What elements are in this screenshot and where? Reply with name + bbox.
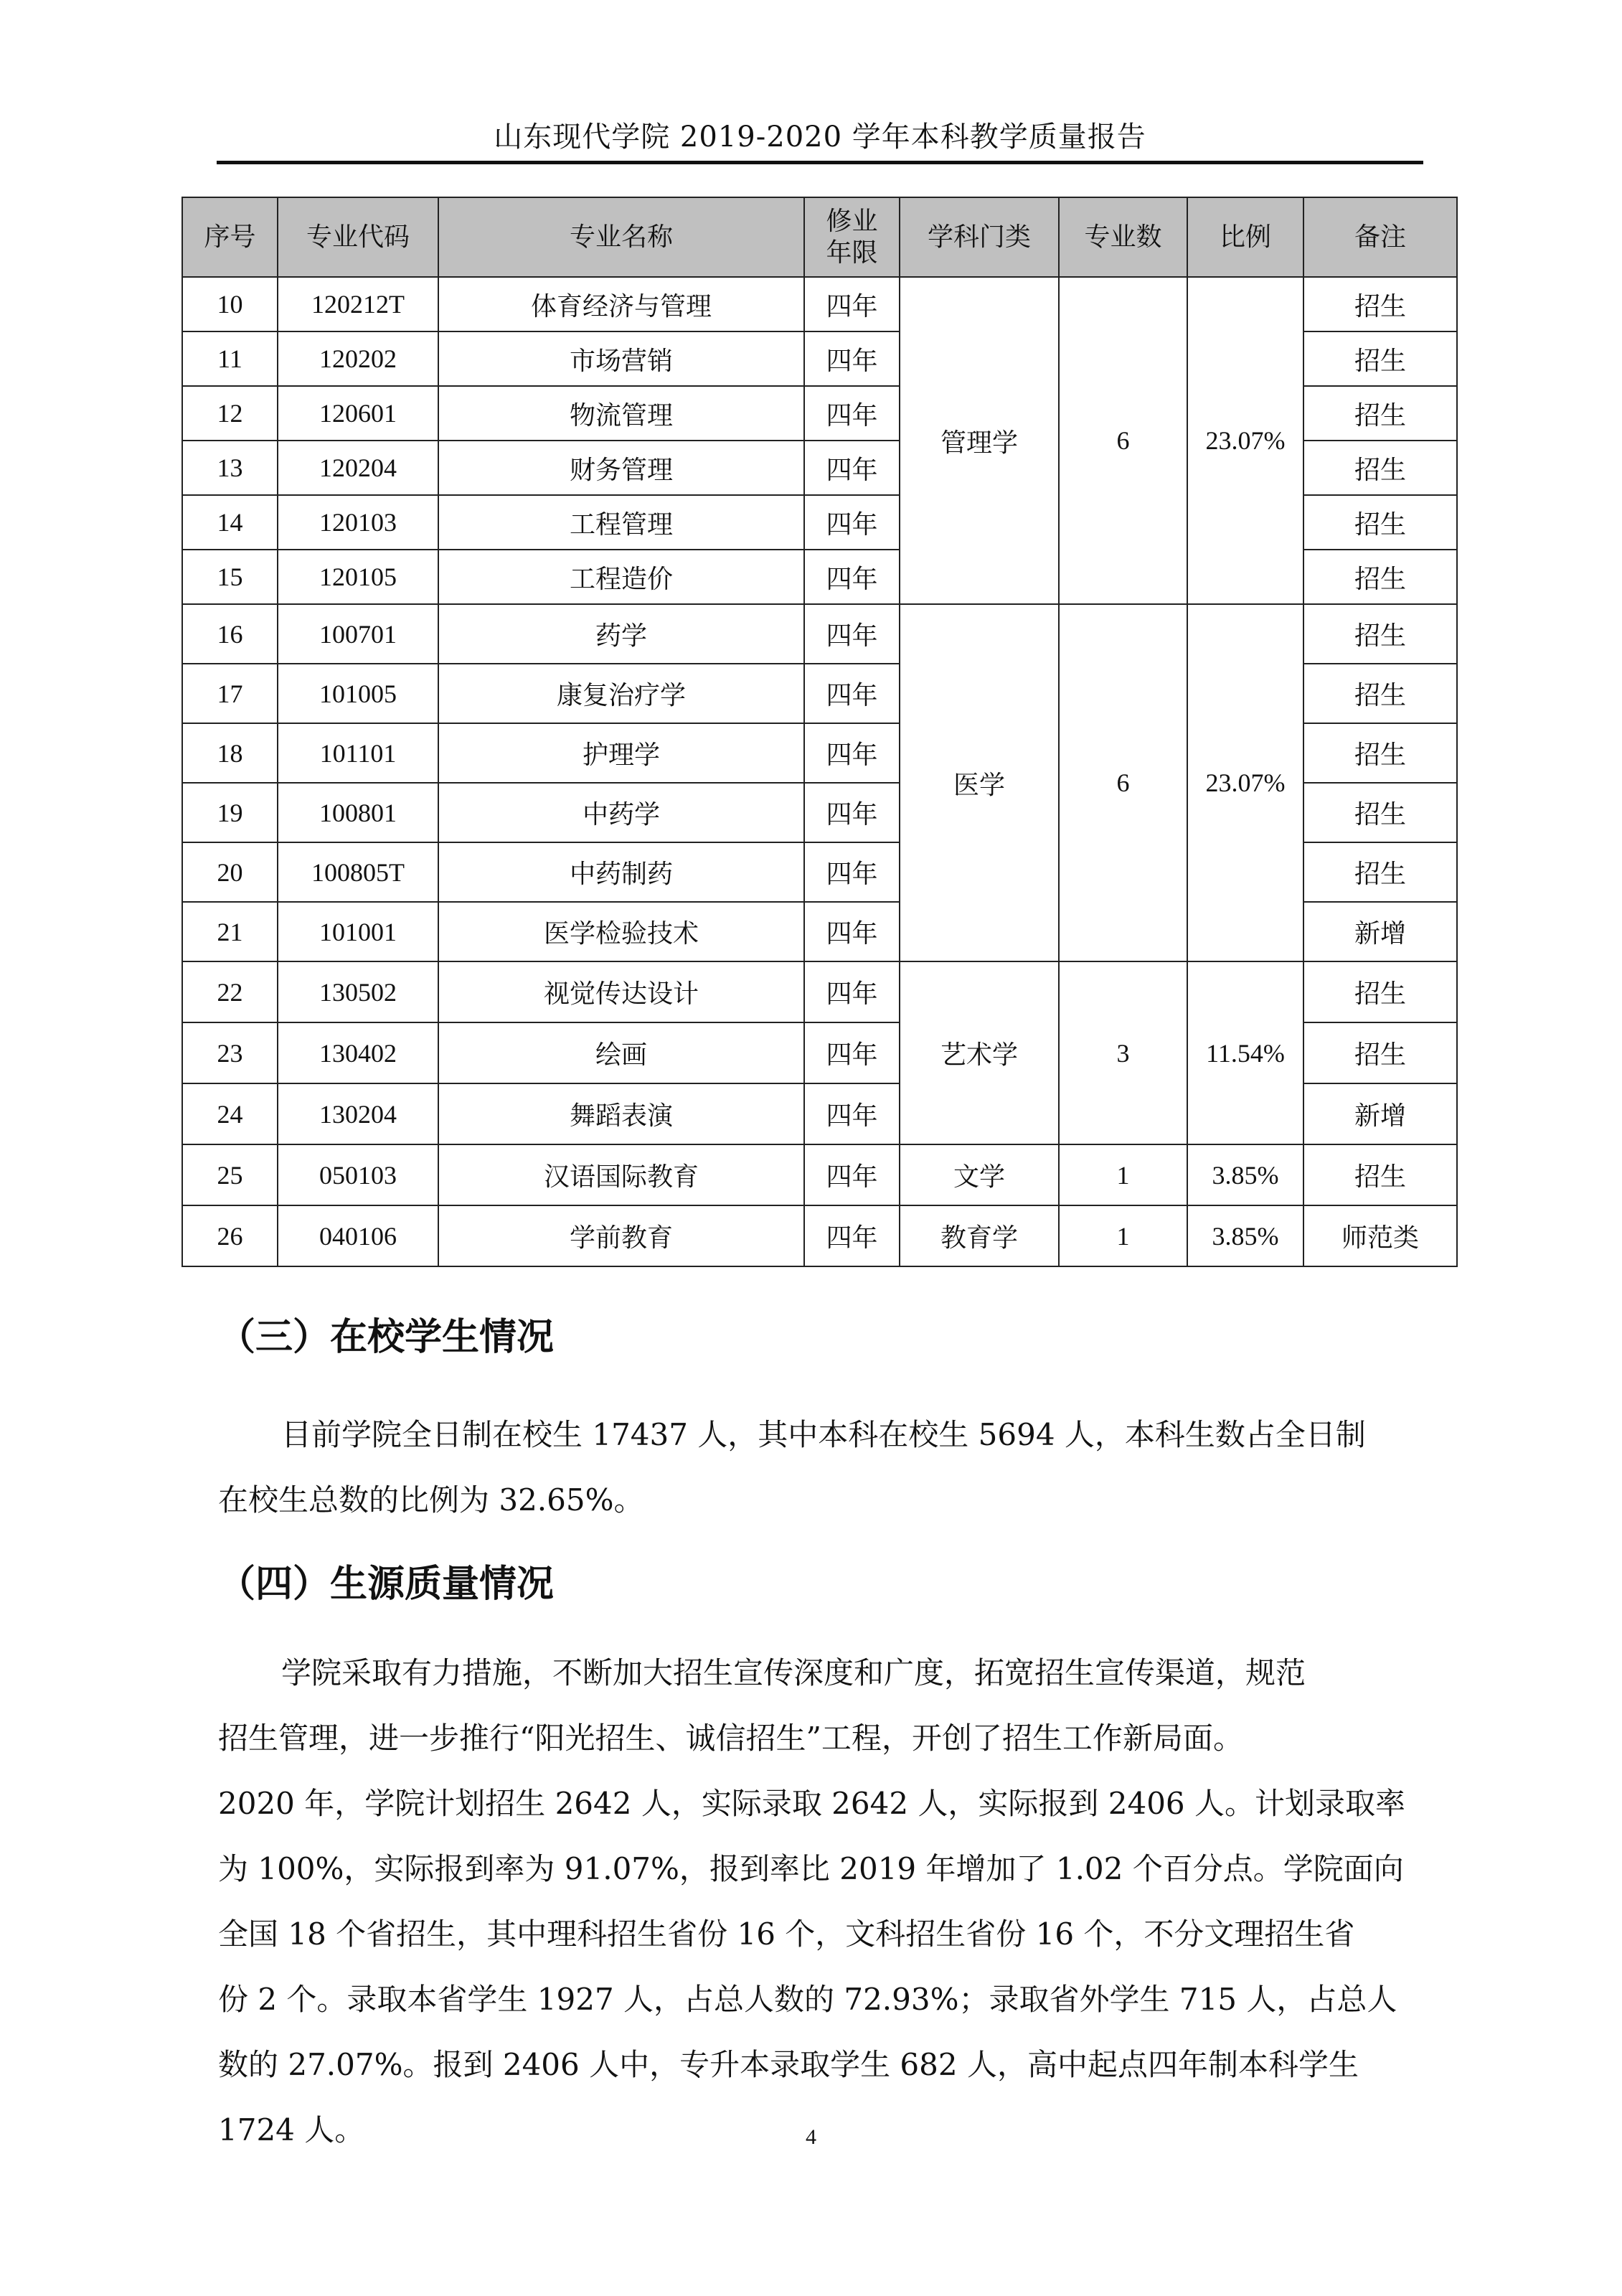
col-header-discipline: 学科门类	[900, 197, 1059, 277]
cell-no: 16	[182, 604, 278, 664]
cell-no: 22	[182, 961, 278, 1022]
table-body	[182, 277, 1457, 1266]
paragraph-line: 数的 27.07%。报到 2406 人中，专升本录取学生 682 人，高中起点四年制本科学生	[218, 2047, 1359, 2082]
cell-no: 24	[182, 1083, 278, 1144]
cell-note: 招生	[1303, 441, 1457, 495]
cell-count: 1	[1059, 1144, 1187, 1205]
cell-years: 四年	[804, 1205, 900, 1266]
cell-name: 中药学	[438, 783, 804, 842]
cell-note: 招生	[1303, 331, 1457, 386]
cell-years: 四年	[804, 1022, 900, 1083]
cell-no: 10	[182, 277, 278, 331]
cell-years: 四年	[804, 550, 900, 604]
cell-name: 工程管理	[438, 495, 804, 550]
paragraph-line: 全国 18 个省招生，其中理科招生省份 16 个，文科招生省份 16 个，不分文理招生省	[218, 1916, 1355, 1952]
table-row	[182, 604, 1457, 664]
cell-code: 100801	[278, 783, 438, 842]
cell-years: 四年	[804, 277, 900, 331]
cell-no: 20	[182, 842, 278, 902]
cell-count: 3	[1059, 961, 1187, 1144]
cell-name: 药学	[438, 604, 804, 664]
cell-years: 四年	[804, 441, 900, 495]
paragraph-line: 学院采取有力措施，不断加大招生宣传深度和广度，拓宽招生宣传渠道，规范	[281, 1655, 1306, 1690]
col-header-code: 专业代码	[278, 197, 438, 277]
col-header-name: 专业名称	[438, 197, 804, 277]
cell-note: 招生	[1303, 664, 1457, 723]
cell-no: 13	[182, 441, 278, 495]
cell-note: 招生	[1303, 842, 1457, 902]
cell-note: 招生	[1303, 386, 1457, 441]
cell-note: 招生	[1303, 277, 1457, 331]
cell-note: 新增	[1303, 1083, 1457, 1144]
cell-code: 101005	[278, 664, 438, 723]
cell-no: 12	[182, 386, 278, 441]
cell-years: 四年	[804, 386, 900, 441]
cell-no: 23	[182, 1022, 278, 1083]
table-row	[182, 1205, 1457, 1266]
cell-code: 120601	[278, 386, 438, 441]
paragraph-line: 为 100%，实际报到率为 91.07%，报到率比 2019 年增加了 1.02 个百分点。学院面向	[218, 1851, 1404, 1886]
cell-name: 财务管理	[438, 441, 804, 495]
cell-code: 120204	[278, 441, 438, 495]
cell-discipline: 艺术学	[900, 961, 1059, 1144]
cell-note: 招生	[1303, 1144, 1457, 1205]
col-header-years-line2: 年限	[826, 237, 878, 268]
cell-no: 11	[182, 331, 278, 386]
cell-years: 四年	[804, 783, 900, 842]
cell-years: 四年	[804, 495, 900, 550]
page-number: 4	[806, 2125, 816, 2149]
table-header-row	[182, 197, 1457, 277]
cell-years: 四年	[804, 902, 900, 961]
paragraph-enrollment	[218, 1640, 1459, 2163]
cell-name: 中药制药	[438, 842, 804, 902]
paragraph-students	[218, 1402, 1459, 1533]
section-heading-students: （三）在校学生情况	[218, 1316, 555, 1359]
cell-code: 050103	[278, 1144, 438, 1205]
cell-name: 绘画	[438, 1022, 804, 1083]
paragraph-line: 2020 年，学院计划招生 2642 人，实际录取 2642 人，实际报到 2406 人。计划录取率	[218, 1786, 1406, 1821]
cell-note: 招生	[1303, 1022, 1457, 1083]
header-rule	[217, 161, 1423, 164]
col-header-count: 专业数	[1059, 197, 1187, 277]
cell-name: 视觉传达设计	[438, 961, 804, 1022]
cell-code: 120202	[278, 331, 438, 386]
col-header-no: 序号	[182, 197, 278, 277]
cell-name: 市场营销	[438, 331, 804, 386]
cell-years: 四年	[804, 1144, 900, 1205]
cell-name: 学前教育	[438, 1205, 804, 1266]
paragraph-line: 1724 人。	[218, 2112, 365, 2147]
cell-ratio: 3.85%	[1187, 1205, 1303, 1266]
cell-count: 6	[1059, 604, 1187, 961]
cell-name: 工程造价	[438, 550, 804, 604]
cell-code: 120105	[278, 550, 438, 604]
cell-name: 康复治疗学	[438, 664, 804, 723]
cell-discipline: 教育学	[900, 1205, 1059, 1266]
cell-note: 招生	[1303, 961, 1457, 1022]
cell-name: 汉语国际教育	[438, 1144, 804, 1205]
cell-code: 100701	[278, 604, 438, 664]
cell-no: 14	[182, 495, 278, 550]
section-heading-enrollment: （四）生源质量情况	[218, 1563, 555, 1606]
cell-ratio: 3.85%	[1187, 1144, 1303, 1205]
cell-years: 四年	[804, 723, 900, 783]
paragraph-line: 招生管理，进一步推行“阳光招生、诚信招生”工程，开创了招生工作新局面。	[218, 1721, 1243, 1756]
cell-name: 舞蹈表演	[438, 1083, 804, 1144]
paragraph-line: 在校生总数的比例为 32.65%。	[218, 1482, 644, 1518]
cell-name: 护理学	[438, 723, 804, 783]
cell-code: 100805T	[278, 842, 438, 902]
cell-no: 19	[182, 783, 278, 842]
cell-discipline: 管理学	[900, 277, 1059, 604]
cell-code: 130402	[278, 1022, 438, 1083]
cell-ratio: 23.07%	[1187, 277, 1303, 604]
cell-years: 四年	[804, 961, 900, 1022]
cell-ratio: 23.07%	[1187, 604, 1303, 961]
cell-note: 招生	[1303, 723, 1457, 783]
page-header-title: 山东现代学院 2019-2020 学年本科教学质量报告	[494, 121, 1146, 154]
cell-code: 120103	[278, 495, 438, 550]
table-row	[182, 961, 1457, 1022]
cell-note: 招生	[1303, 550, 1457, 604]
col-header-ratio: 比例	[1187, 197, 1303, 277]
col-header-years-line1: 修业	[826, 206, 878, 236]
cell-name: 物流管理	[438, 386, 804, 441]
cell-count: 6	[1059, 277, 1187, 604]
cell-count: 1	[1059, 1205, 1187, 1266]
col-header-note: 备注	[1303, 197, 1457, 277]
cell-no: 17	[182, 664, 278, 723]
cell-name: 体育经济与管理	[438, 277, 804, 331]
table-row	[182, 277, 1457, 331]
cell-code: 130502	[278, 961, 438, 1022]
cell-years: 四年	[804, 331, 900, 386]
cell-code: 040106	[278, 1205, 438, 1266]
cell-discipline: 文学	[900, 1144, 1059, 1205]
paragraph-line: 份 2 个。录取本省学生 1927 人，占总人数的 72.93%；录取省外学生 715 人，占总人	[218, 1982, 1397, 2017]
cell-no: 18	[182, 723, 278, 783]
cell-years: 四年	[804, 842, 900, 902]
cell-note: 招生	[1303, 604, 1457, 664]
cell-note: 招生	[1303, 783, 1457, 842]
cell-ratio: 11.54%	[1187, 961, 1303, 1144]
cell-note: 师范类	[1303, 1205, 1457, 1266]
cell-code: 120212T	[278, 277, 438, 331]
majors-table	[181, 197, 1458, 1267]
cell-no: 25	[182, 1144, 278, 1205]
col-header-years	[804, 197, 900, 277]
cell-no: 21	[182, 902, 278, 961]
cell-years: 四年	[804, 1083, 900, 1144]
cell-code: 130204	[278, 1083, 438, 1144]
cell-no: 26	[182, 1205, 278, 1266]
cell-note: 招生	[1303, 495, 1457, 550]
table-row	[182, 1144, 1457, 1205]
cell-years: 四年	[804, 604, 900, 664]
cell-years: 四年	[804, 664, 900, 723]
cell-code: 101101	[278, 723, 438, 783]
cell-note: 新增	[1303, 902, 1457, 961]
cell-no: 15	[182, 550, 278, 604]
cell-code: 101001	[278, 902, 438, 961]
paragraph-line: 目前学院全日制在校生 17437 人，其中本科在校生 5694 人，本科生数占全日制	[281, 1417, 1366, 1452]
cell-name: 医学检验技术	[438, 902, 804, 961]
cell-discipline: 医学	[900, 604, 1059, 961]
